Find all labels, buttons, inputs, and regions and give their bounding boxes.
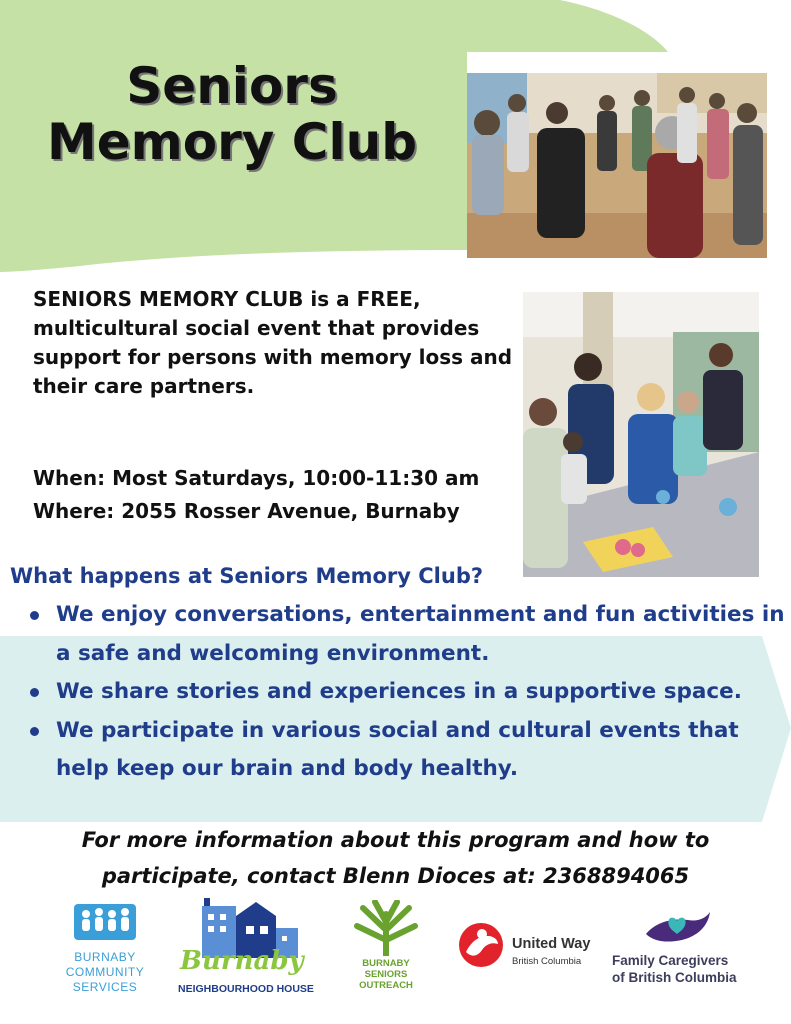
group-circle-photo	[467, 73, 767, 258]
burnaby-community-services-logo	[60, 900, 150, 995]
list-item-text: We enjoy conversations, entertainment and fun activities in a safe and welcoming environment.	[56, 602, 785, 666]
bcs-line-3: SERVICES	[72, 980, 138, 994]
bso-line-1: BURNABY	[362, 958, 410, 969]
intro-paragraph: SENIORS MEMORY CLUB is a FREE, multicultural social event that provides support for persons with memory loss and their care partners.	[33, 287, 513, 398]
tree-icon	[351, 900, 421, 956]
bso-logo-text	[346, 958, 426, 991]
bcs-line-2: COMMUNITY	[65, 965, 145, 979]
bso-line-2: SENIORS	[364, 969, 408, 980]
bullet-icon	[30, 727, 39, 736]
list-item	[28, 673, 788, 712]
family-caregivers-logo	[612, 908, 762, 988]
contact-line-2: participate, contact Blenn Dioces at: 2368894065	[101, 864, 690, 888]
fcbc-line-1: Family Caregivers	[612, 953, 729, 968]
activities-list	[28, 596, 788, 789]
burnaby-neighbourhood-house-logo	[176, 898, 328, 998]
united-way-sub: British Columbia	[512, 956, 582, 967]
people-cluster-icon	[72, 900, 138, 944]
list-item	[28, 712, 788, 789]
bcs-logo-text	[60, 950, 150, 995]
burnaby-seniors-outreach-logo	[346, 900, 426, 991]
event-details	[33, 462, 513, 528]
contact-info	[0, 822, 791, 894]
bso-line-3: OUTREACH	[359, 980, 413, 991]
event-where: Where: 2055 Rosser Avenue, Burnaby	[33, 499, 460, 523]
list-item-text: We share stories and experiences in a supportive space.	[56, 679, 742, 704]
bnh-sub-text: NEIGHBOURHOOD HOUSE	[178, 983, 314, 995]
united-way-hand-icon	[458, 922, 504, 968]
bullet-icon	[30, 688, 39, 697]
craft-table-photo	[523, 292, 759, 577]
bcs-line-1: BURNABY	[74, 950, 136, 964]
title-line-2: Memory Club	[47, 113, 417, 171]
contact-line-1: For more information about this program and how to	[81, 828, 710, 852]
list-item-text: We participate in various social and cultural events that help keep our brain and body healthy.	[56, 717, 739, 781]
united-way-logo	[458, 920, 608, 970]
title-line-1: Seniors	[126, 57, 338, 115]
bullet-icon	[30, 611, 39, 620]
event-when: When: Most Saturdays, 10:00-11:30 am	[33, 466, 480, 490]
section-heading: What happens at Seniors Memory Club?	[10, 564, 484, 588]
page-title	[22, 58, 442, 170]
united-way-name: United Way	[512, 936, 591, 952]
fcbc-line-2: of British Columbia	[612, 970, 737, 985]
bnh-script-text: Burnaby	[180, 946, 304, 976]
heart-hands-icon	[642, 908, 712, 948]
list-item	[28, 596, 788, 673]
fcbc-logo-text	[612, 952, 762, 986]
